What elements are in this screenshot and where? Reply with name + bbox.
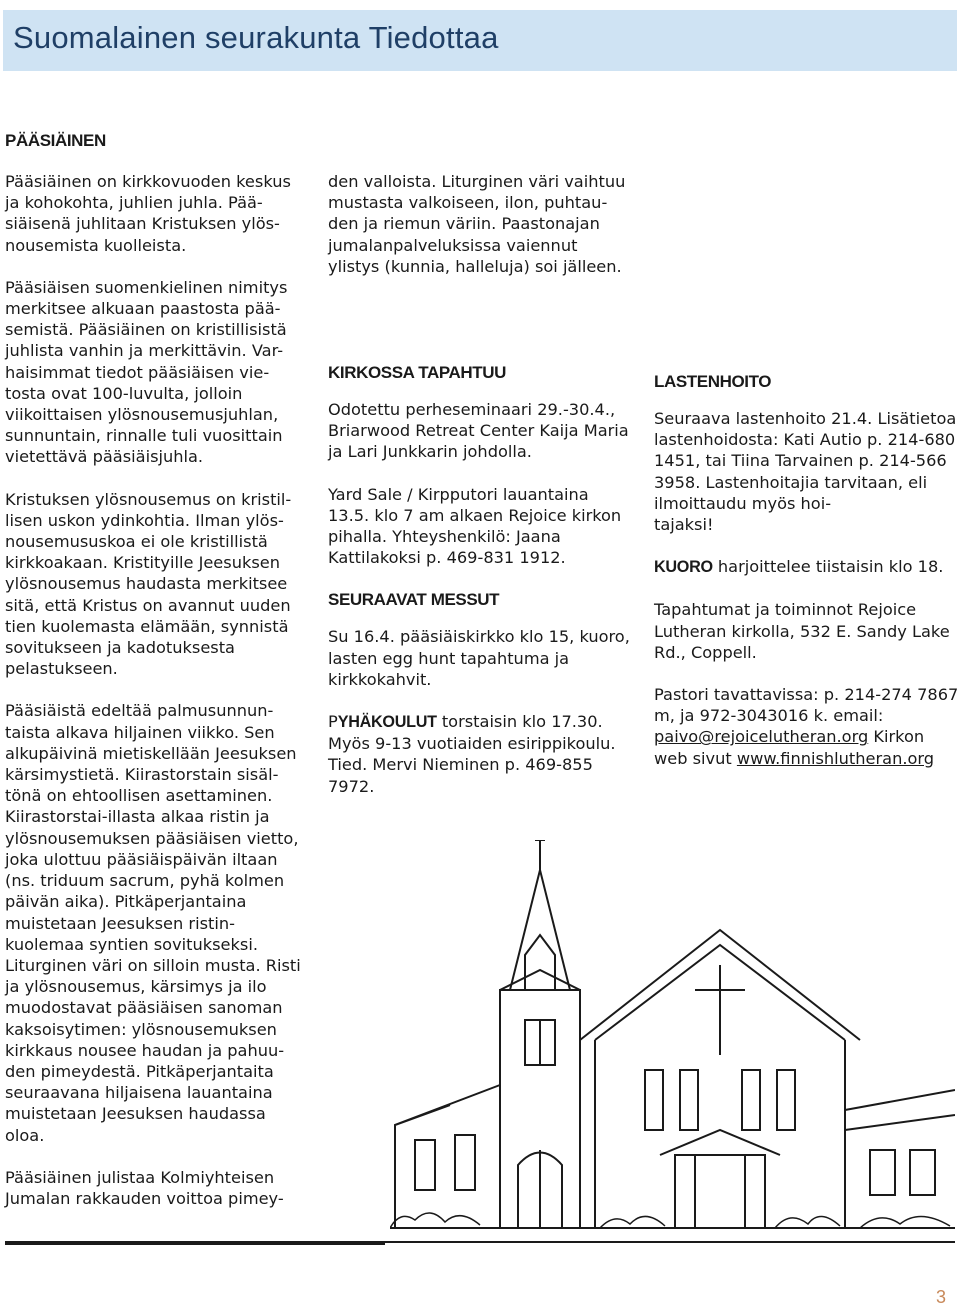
tapahtumat-text: Tapahtumat ja toiminnot Rejoice Lutheran kirkolla, 532 E. Sandy Lake Rd., Coppell. — [654, 600, 950, 662]
steeple — [510, 840, 570, 990]
nave-walls — [595, 1040, 845, 1228]
pyhakoulu-lead: P — [328, 712, 338, 732]
kuoro-bold: KUORO — [654, 558, 713, 577]
kirkossa-paragraph-2: Yard Sale / Kirpputori lauantaina 13.5. klo 7 am alkaen Rejoice kirkon pihalla. Yhteyshenkilö: Jaana Kattilakoksi p. 469-831 1912. — [328, 484, 622, 568]
lastenhoito-heading: LASTENHOITO — [654, 372, 772, 391]
church-drawing — [390, 840, 955, 1235]
kuoro-details: harjoittelee tiistaisin klo 18. — [712, 557, 944, 577]
shrubs — [390, 1213, 950, 1228]
paasiainen-heading: PÄÄSIÄINEN — [5, 131, 106, 150]
left-wing — [395, 1085, 500, 1228]
paasiainen-paragraph-4: Pääsiäistä edeltää palmusunnun- taista alkava hiljainen viikko. Sen alkupäivinä mietiskellään Jeesuksen kärsimystietä. Kiirastorstain sisäl- tönä on ehtoollisen asettaminen. Kiirastorstai-illasta alkaa ristin ja ylösnousemuksen pääsiäisen vietto, joka ulottuu pääsiäispäivän iltaan (ns. triduum sacrum, pyhä kolmen päivän aika). Pitkäperjantaina muistetaan Jeesuksen ristin- kuolemaa syntien sovitukseksi. Liturginen väri on silloin musta. Risti ja ylösnousemus, kärsimys ja ilo muodostavat pääsiäisen sanoman kaksoisytimen: ylösnousemuksen kirkkaus nousee haudan ja pahuu- den pimeydestä. Pitkäperjantaita seuraavana hiljaisena lauantaina muistetaan Jeesuksen haudassa oloa. — [5, 701, 301, 1145]
messut-text: Su 16.4. pääsiäiskirkko klo 15, kuoro, lasten egg hunt tapahtuma ja kirkkokahvit. — [328, 627, 630, 689]
pastori-text — [654, 684, 959, 769]
website-link[interactable]: www.finnishlutheran.org — [736, 748, 935, 768]
page-title: Suomalainen seurakunta Tiedottaa — [13, 20, 499, 55]
column-2 — [328, 171, 633, 818]
kuoro-text — [654, 556, 959, 578]
paasiainen-paragraph-5: Pääsiäinen julistaa Kolmiyhteisen Jumalan rakkauden voittoa pimey- — [5, 1167, 284, 1208]
page-number: 3 — [936, 1287, 947, 1307]
column-3 — [654, 371, 959, 790]
paasiainen-paragraph-1: Pääsiäinen on kirkkovuoden keskus ja kohokohta, juhlien juhla. Pää- siäisenä juhlitaan Kristuksen ylös- nousemista kuolleista. — [5, 172, 291, 255]
right-wing — [845, 1090, 955, 1130]
messut-heading: SEURAAVAT MESSUT — [328, 590, 500, 610]
pyhakoulu-details: torstaisin klo 17.30. Myös 9-13 vuotiaiden esirippikoulu. Tied. Mervi Nieminen p. 469-855 7972. — [328, 712, 616, 796]
pyhakoulu-text — [328, 711, 633, 797]
main-entrance — [675, 1155, 765, 1228]
email-link[interactable]: paivo@rejoicelutheran.org — [654, 727, 869, 747]
kirkossa-paragraph-1: Odotettu perheseminaari 29.-30.4., Briarwood Retreat Center Kaija Maria ja Lari Junkkarin johdolla. — [328, 400, 629, 462]
web-text: Kirkon web sivut — [654, 727, 925, 768]
paasiainen-continuation: den valloista. Liturginen väri vaihtuu mustasta valkoiseen, ilon, puhtau- den ja riemun väriin. Paastonajan jumalanpalveluksissa vaiennut ylistys (kunnia, halleluja) soi jälleen. — [328, 172, 626, 276]
lastenhoito-text: Seuraava lastenhoito 21.4. Lisätietoa lastenhoidosta: Kati Autio p. 214-680 1451, tai Tiina Tarvainen p. 214-566 3958. Lastenhoitajia tarvitaan, eli ilmoittaudu myös hoi- tajaksi! — [654, 409, 957, 535]
cross-icon — [695, 965, 745, 1055]
bottom-rule-accent — [5, 1243, 385, 1245]
pastori-details: Pastori tavattavissa: p. 214-274 7867 m, ja 972-3043016 k. email: — [654, 685, 959, 726]
paasiainen-paragraph-3: Kristuksen ylösnousemus on kristil- lisen uskon ydinkohtia. Ilman ylös- nousemususkoa ei ole kristillistä kirkkoakaan. Kristityille Jeesuksen ylösnousemus haudasta merkitsee sitä, että Kristus on avannut uuden tien kuolemasta elämään, synnistä sovitukseen ja kadotuksesta pelastukseen. — [5, 489, 292, 679]
column-1 — [5, 171, 310, 1230]
paasiainen-paragraph-2: Pääsiäisen suomenkielinen nimitys merkitsee alkuaan paastosta pää- semistä. Pääsiäinen on kristillisistä juhlista vanhin ja merkittävin. Var- haisimmat tiedot pääsiäisen vie- tosta ovat 100-luvulta, jolloin viikoittaisen ylösnousemusjuhlan, sunnuntain, rinnalle tuli vuosittain vietettävä pääsiäisjuhla. — [5, 277, 288, 467]
pyhakoulu-bold: YHÄKOULUT — [337, 713, 437, 732]
kirkossa-heading: KIRKOSSA TAPAHTUU — [328, 363, 506, 383]
